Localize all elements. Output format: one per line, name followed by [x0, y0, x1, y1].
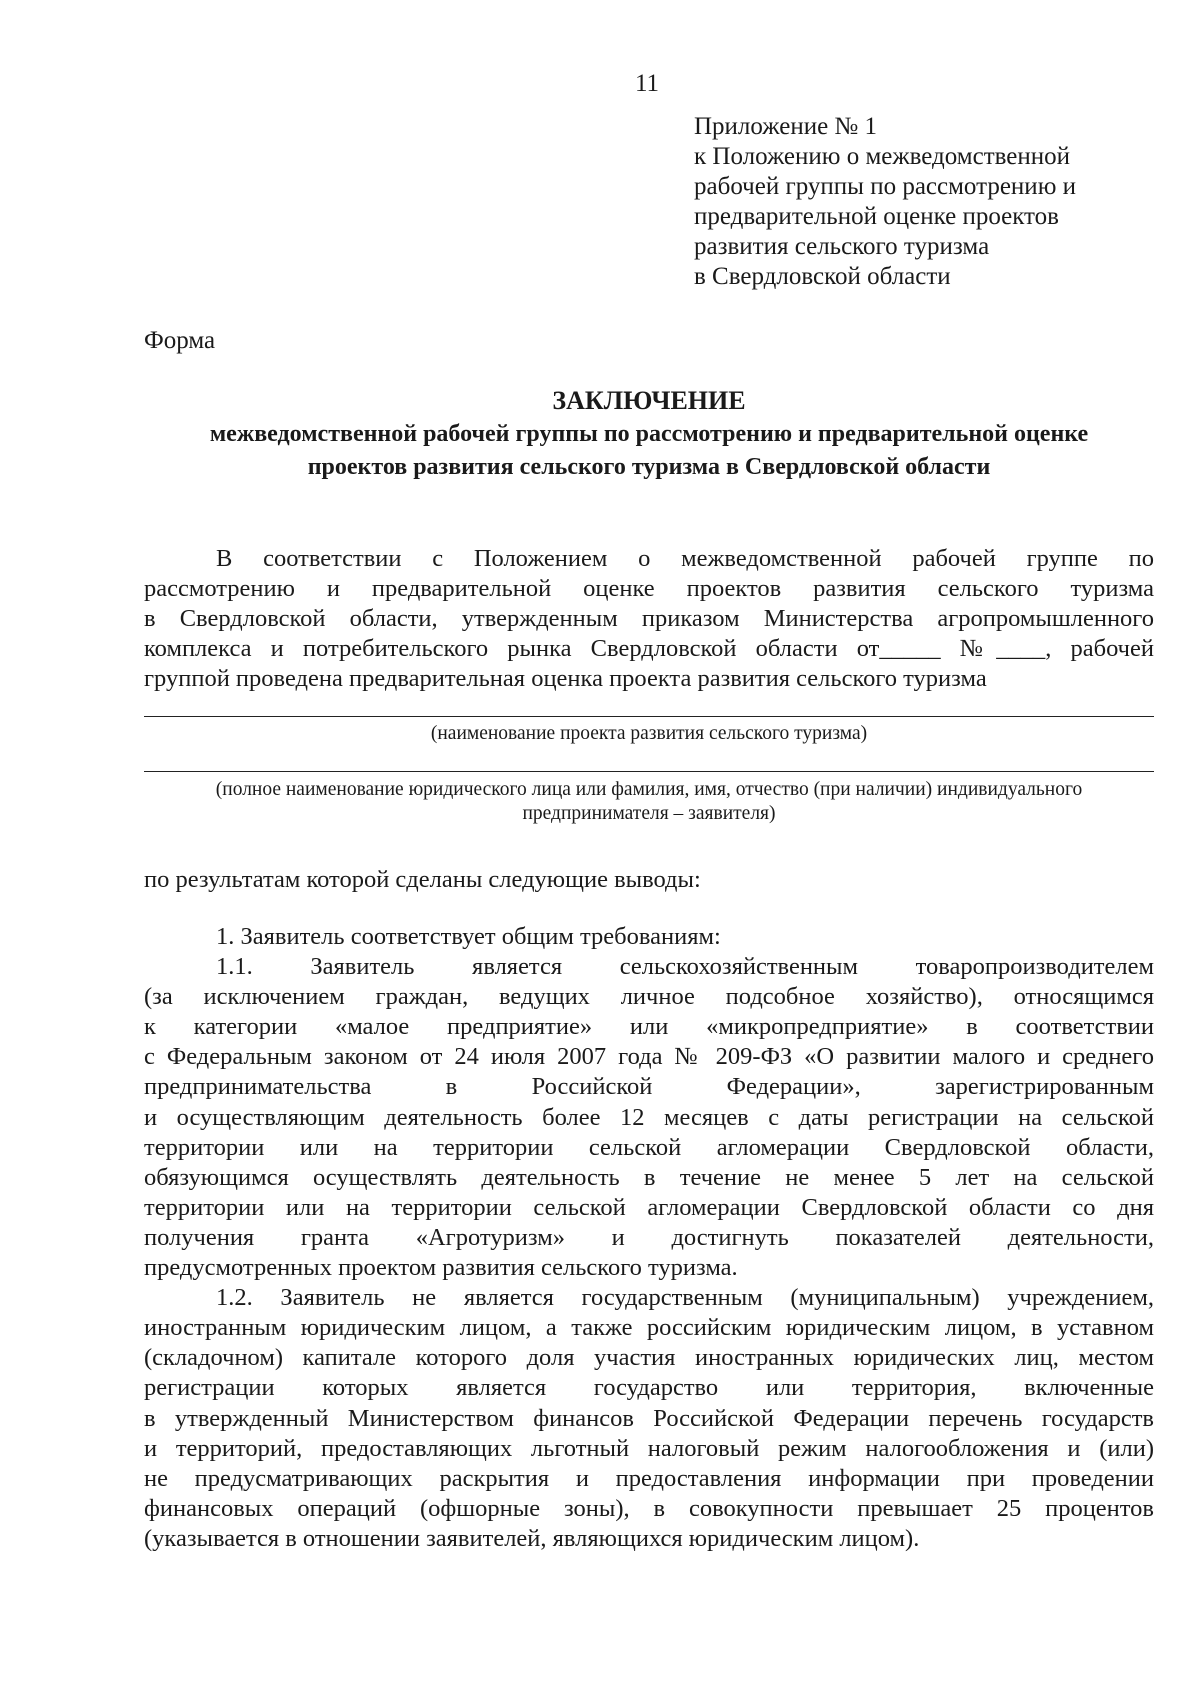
- appendix-line: развития сельского туризма: [694, 233, 990, 260]
- item-1-1-line: получения гранта «Агротуризм» и достигнуть показателей деятельности,: [144, 1223, 1154, 1251]
- item-1-2-line: (указывается в отношении заявителей, являющихся юридическим лицом).: [144, 1524, 920, 1552]
- item-1-2-line: регистрации которых является государство или территория, включенные: [144, 1374, 1154, 1402]
- section-1: [144, 922, 1154, 1554]
- results-intro: по результатам которой сделаны следующие выводы:: [144, 866, 701, 893]
- item-1-2-line: не предусматривающих раскрытия и предоставления информации при проведении: [144, 1464, 1154, 1492]
- applicant-caption-line: предпринимателя – заявителя): [522, 803, 776, 824]
- item-1-1-line: территории или на территории сельской агломерации Свердловской области со дня: [144, 1193, 1154, 1221]
- document-title: [144, 384, 1154, 484]
- item-1-1-line: к категории «малое предприятие» или «микропредприятие» в соответствии: [144, 1013, 1154, 1041]
- title-sub-line: межведомственной рабочей группы по рассмотрению и предварительной оценке: [209, 421, 1089, 447]
- project-name-caption: (наименование проекта развития сельского туризма): [430, 723, 868, 744]
- intro-line: в Свердловской области, утвержденным приказом Министерства агропромышленного: [144, 605, 1154, 632]
- item-1-1-line: (за исключением граждан, ведущих личное подсобное хозяйство), относящимся: [144, 983, 1154, 1011]
- page-number: 11: [634, 70, 660, 97]
- item-1-2-line: 1.2. Заявитель не является государственным (муниципальным) учреждением,: [216, 1284, 1154, 1312]
- appendix-line: предварительной оценке проектов: [694, 203, 1059, 230]
- item-1-1-line: предпринимательства в Российской Федерации», зарегистрированным: [144, 1073, 1154, 1101]
- title-main: ЗАКЛЮЧЕНИЕ: [552, 386, 746, 415]
- intro-line: В соответствии с Положением о межведомственной рабочей группе по: [216, 545, 1154, 572]
- applicant-caption-line: (полное наименование юридического лица или фамилия, имя, отчество (при наличии) индивидуального: [215, 779, 1083, 800]
- item-1-1-line: обязующимся осуществлять деятельность в течение не менее 5 лет на сельской: [144, 1163, 1154, 1191]
- appendix-line: рабочей группы по рассмотрению и: [694, 173, 1076, 200]
- item-1-2-line: финансовых операций (офшорные зоны), в совокупности превышает 25 процентов: [144, 1494, 1154, 1522]
- appendix-line: в Свердловской области: [694, 263, 951, 290]
- intro-line: группой проведена предварительная оценка проекта развития сельского туризма: [144, 665, 987, 692]
- appendix-line: к Положению о межведомственной: [694, 143, 1071, 170]
- item-1-2-line: (складочном) капитале которого доля участия иностранных юридических лиц, местом: [144, 1344, 1154, 1372]
- appendix-block: [694, 112, 1174, 292]
- item-1-2-line: иностранным юридическим лицом, а также российским юридическим лицом, в уставном: [144, 1314, 1154, 1342]
- section-heading: 1. Заявитель соответствует общим требованиям:: [216, 923, 721, 950]
- applicant-name-fill-line[interactable]: [144, 771, 1154, 772]
- intro-line: комплекса и потребительского рынка Свердловской области от_____ №____, рабочей: [144, 635, 1154, 662]
- project-name-fill-line[interactable]: [144, 716, 1154, 717]
- item-1-1-line: 1.1. Заявитель является сельскохозяйственным товаропроизводителем: [216, 953, 1154, 981]
- form-label: Форма: [144, 327, 216, 354]
- title-sub-line: проектов развития сельского туризма в Свердловской области: [307, 454, 991, 480]
- appendix-line: Приложение № 1: [694, 113, 878, 140]
- applicant-name-caption: [144, 778, 1154, 826]
- item-1-1-line: и осуществляющим деятельность более 12 месяцев с даты регистрации на сельской: [144, 1103, 1154, 1131]
- intro-line: рассмотрению и предварительной оценке проектов развития сельского туризма: [144, 575, 1154, 602]
- item-1-1-line: предусмотренных проектом развития сельского туризма.: [144, 1254, 738, 1282]
- intro-paragraph: [144, 544, 1154, 694]
- item-1-1-line: территории или на территории сельской агломерации Свердловской области,: [144, 1133, 1154, 1161]
- item-1-2-line: и территорий, предоставляющих льготный налоговый режим налогообложения и (или): [144, 1434, 1154, 1462]
- item-1-2-line: в утвержденный Министерством финансов Российской Федерации перечень государств: [144, 1404, 1154, 1432]
- item-1-1-line: с Федеральным законом от 24 июля 2007 года № 209-ФЗ «О развитии малого и среднего: [144, 1043, 1154, 1071]
